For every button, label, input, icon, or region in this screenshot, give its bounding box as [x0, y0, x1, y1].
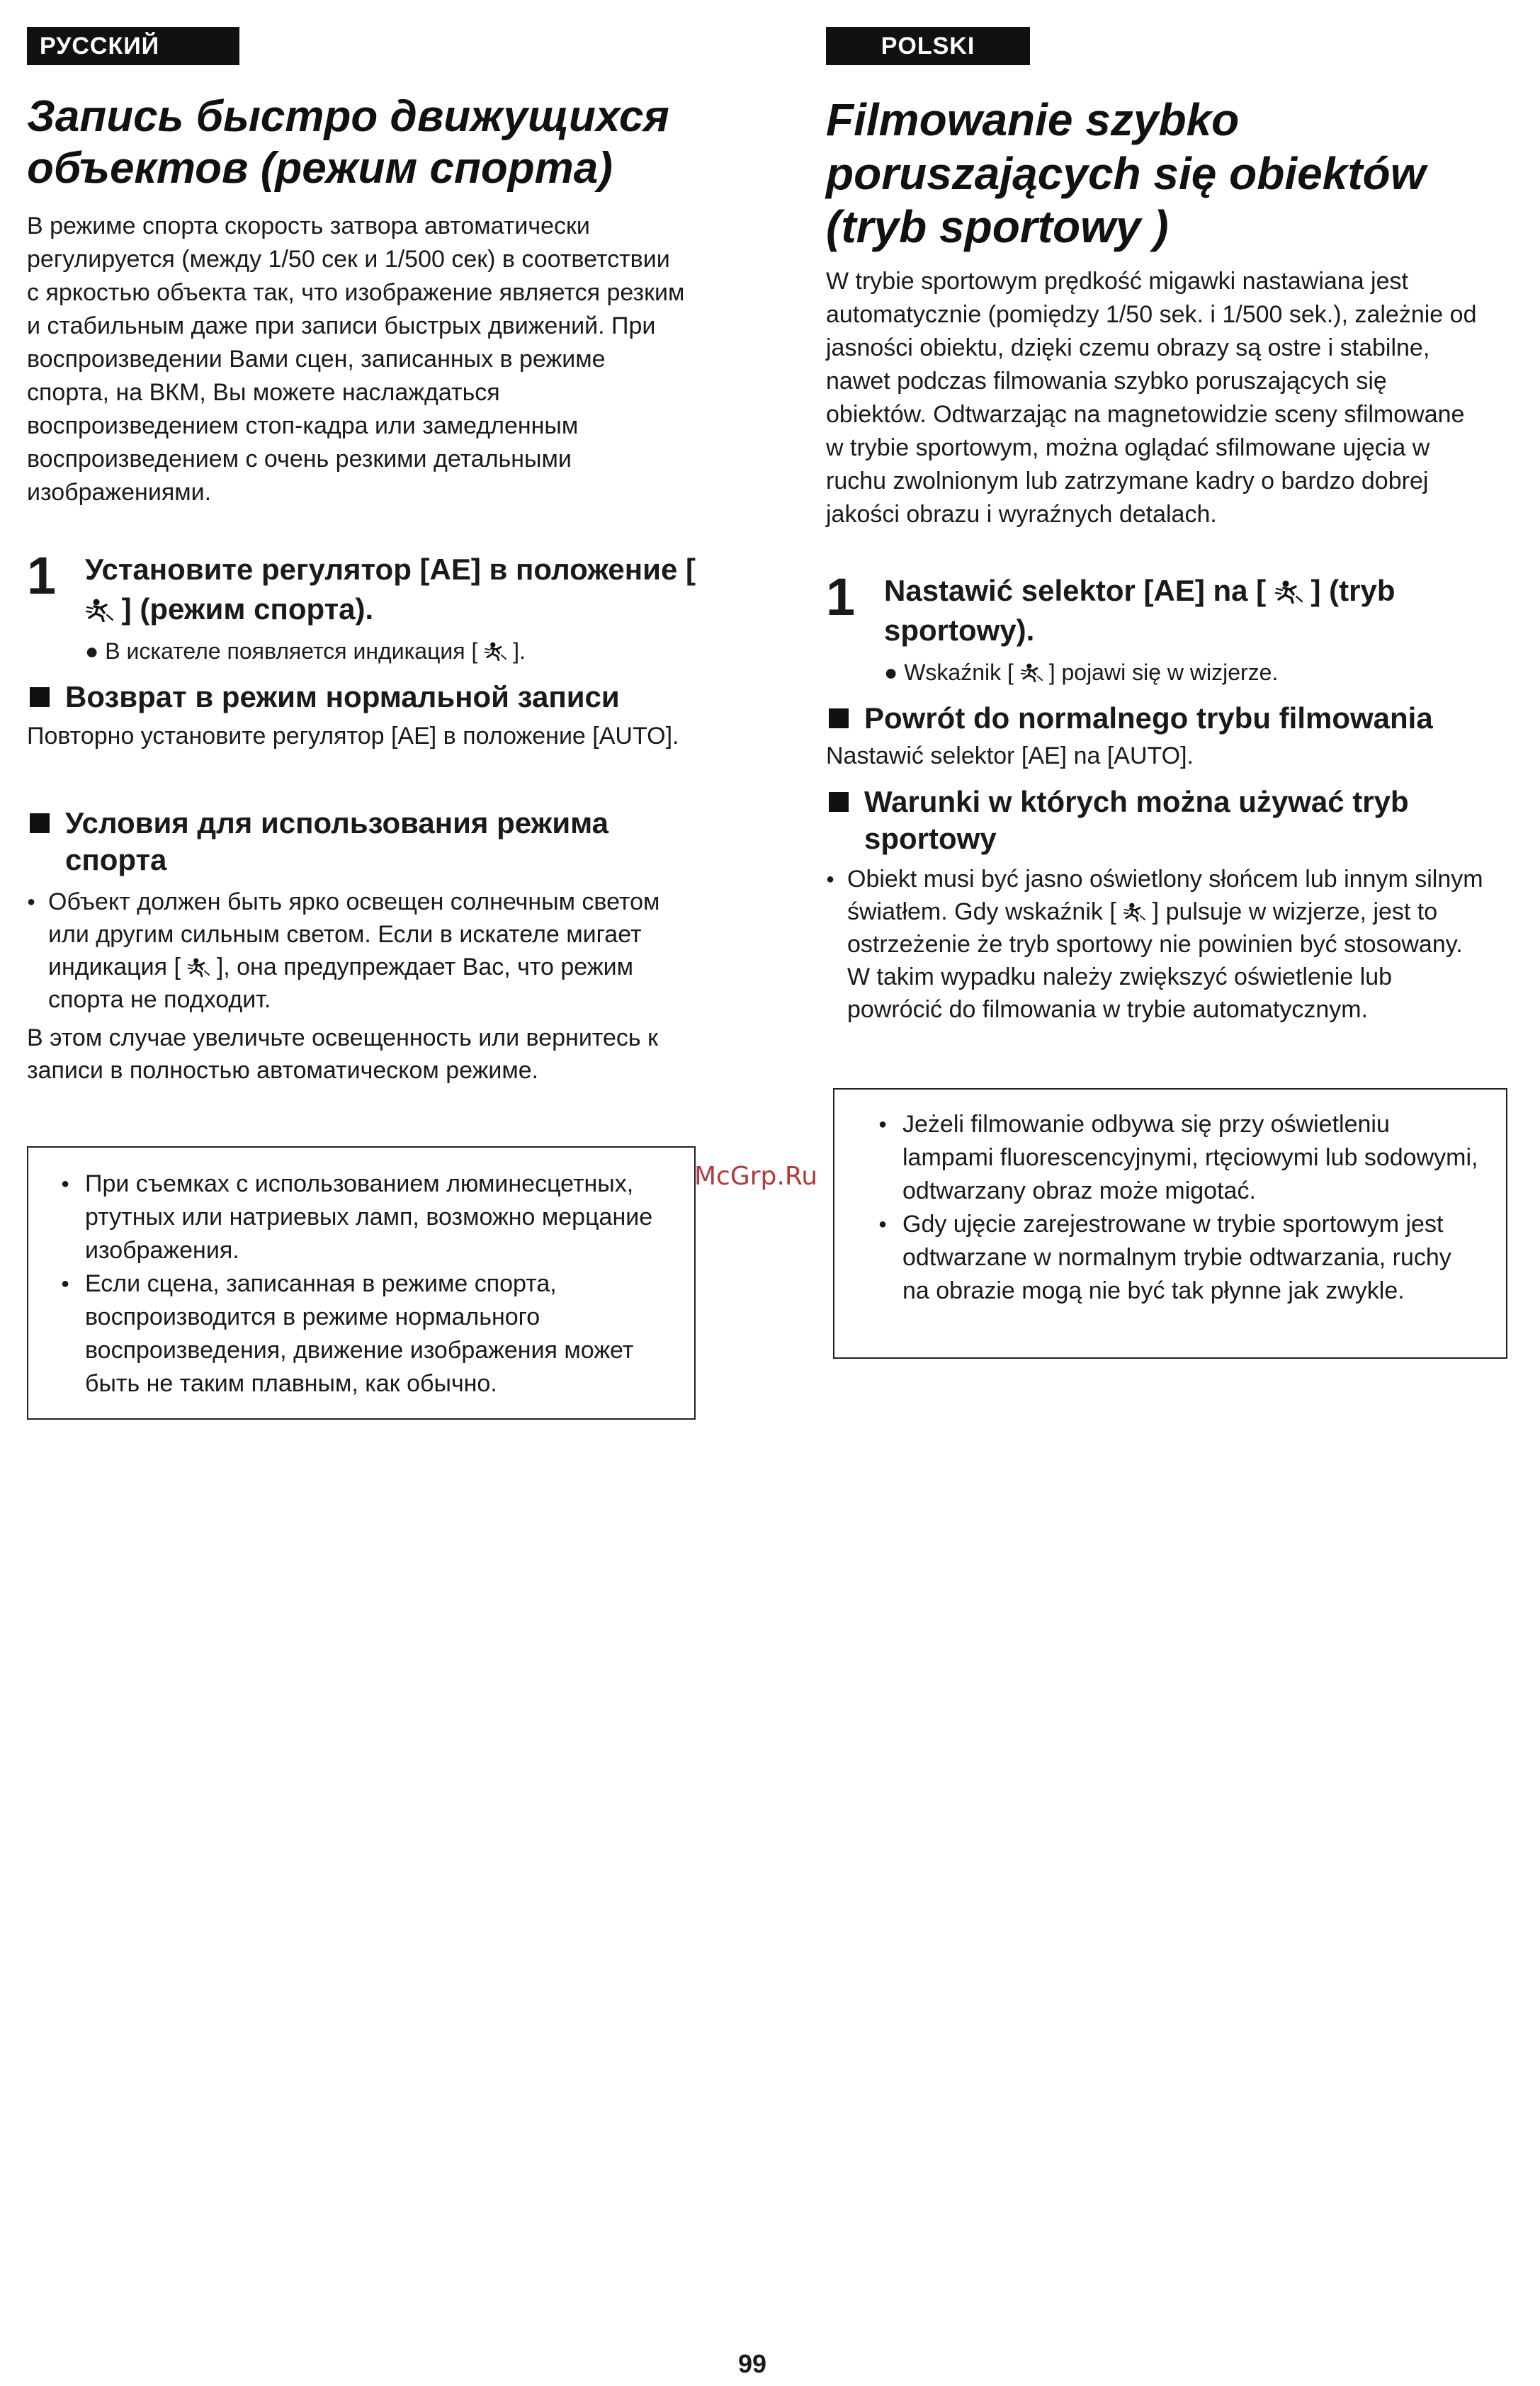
sports-mode-icon	[1123, 902, 1145, 922]
square-bullet-icon	[30, 687, 50, 707]
list-item: ● Obiekt musi być jasno oświetlony słońcem lub innym silnym światłem. Gdy wskaźnik [ ] pulsuje w wizjerze, jest to ostrzeżenie że tryb sportowy nie powinien być stosowany. W takim wypadku należy zwiększyć oświetlenie lub powrócić do filmowania w trybie automatycznym.	[826, 863, 1485, 1026]
list-item: ● Если сцена, записанная в режиме спорта, воспроизводится в режиме нормального воспроизведения, движение изображения может быть не таким плавным, как обычно.	[61, 1267, 673, 1401]
step-1-russian	[27, 546, 700, 667]
page-number: 99	[738, 2349, 767, 2378]
step-instruction: Nastawić selektor [AE] na [ ] (tryb sportowy).	[884, 574, 1395, 647]
sports-mode-icon	[484, 641, 506, 661]
return-normal-text-russian: Повторно установите регулятор [AE] в положение [AUTO].	[27, 723, 679, 750]
step-number: 1	[826, 567, 856, 626]
heading-conditions-russian: Условия для использования режима спорта	[27, 805, 700, 878]
notes-box-russian	[27, 1146, 696, 1420]
notes-box-polish	[833, 1088, 1507, 1359]
return-normal-text-polish: Nastawić selektor [AE] na [AUTO].	[826, 742, 1194, 769]
watermark-text: McGrp.Ru	[694, 1162, 818, 1191]
sports-mode-icon	[1274, 579, 1303, 604]
square-bullet-icon	[829, 792, 849, 812]
list-item: ● Объект должен быть ярко освещен солнечным светом или другим сильным светом. Если в искателе мигает индикация [ ], она предупреждает Вас, что режим спорта не подходит.	[27, 886, 707, 1016]
list-item: ● Jeżeli filmowanie odbywa się przy oświetleniu lampami fluorescencyjnymi, rtęciowymi lub sodowymi, odtwarzany obraz może migotać.	[878, 1108, 1485, 1208]
intro-paragraph-polish: W trybie sportowym prędkość migawki nastawiana jest automatycznie (pomiędzy 1/50 sek. i 1/500 sek.), zależnie od jasności obiektu, dzięki czemu obrazy są ostre i stabilne, nawet podczas filmowania szybko poruszających się obiektów. Odtwarzając na magnetowidzie sceny sfilmowane w trybie sportowym, można oglądać sfilmowane ujęcia w ruchu zwolnionym lub zatrzymane kadry o bardzo dobrej jakości obrazu i wyraźnych detalach.	[826, 268, 1477, 528]
sports-mode-icon	[85, 598, 113, 622]
list-item: ● При съемках с использованием люминесцетных, ртутных или натриевых ламп, возможно мерцание изображения.	[61, 1167, 673, 1267]
conditions-text-russian: В этом случае увеличьте освещенность или вернитесь к записи в полностью автоматическом режиме.	[27, 1024, 658, 1084]
heading-return-normal-polish: Powrót do normalnego trybu filmowania	[826, 700, 1506, 737]
intro-paragraph-russian: В режиме спорта скорость затвора автоматически регулируется (между 1/50 сек и 1/500 сек) в соответствии с яркостью объекта так, что изображение является резким и стабильным даже при записи быстрых движений. При воспроизведении Вами сцен, записанных в режиме спорта, на ВКМ, Вы можете наслаждаться воспроизведением стоп-кадра или замедленным воспроизведением с очень резкими детальными изображениями.	[27, 213, 685, 506]
heading-conditions-polish: Warunki w których można używać tryb sportowy	[826, 784, 1506, 857]
square-bullet-icon	[829, 708, 849, 728]
conditions-list-polish	[826, 863, 1485, 1026]
page-title-polish: Filmowanie szybko poruszających się obiektów (tryb sportowy )	[826, 94, 1426, 253]
step-note: ● В искателе появляется индикация [ ].	[85, 638, 526, 664]
conditions-list-russian	[27, 886, 707, 1016]
step-instruction: Установите регулятор [AE] в положение [ ] (режим спорта).	[85, 553, 696, 626]
page-title-russian: Запись быстро движущихся объектов (режим спорта)	[27, 92, 669, 193]
list-item: ● Gdy ujęcie zarejestrowane w trybie sportowym jest odtwarzane w normalnym trybie odtwarzania, ruchy na obrazie mogą nie być tak płynne jak zwykle.	[878, 1208, 1485, 1308]
language-tag-russian: РУССКИЙ ЯЗЫК	[27, 27, 239, 65]
step-note: ● Wskaźnik [ ] pojawi się w wizjerze.	[884, 660, 1279, 685]
language-tag-polish: POLSKI	[826, 27, 1030, 65]
heading-return-normal-russian: Возврат в режим нормальной записи	[27, 679, 700, 716]
step-number: 1	[27, 546, 57, 605]
sports-mode-icon	[1020, 662, 1043, 682]
step-1-polish	[826, 567, 1506, 689]
sports-mode-icon	[187, 957, 210, 977]
square-bullet-icon	[30, 813, 50, 833]
